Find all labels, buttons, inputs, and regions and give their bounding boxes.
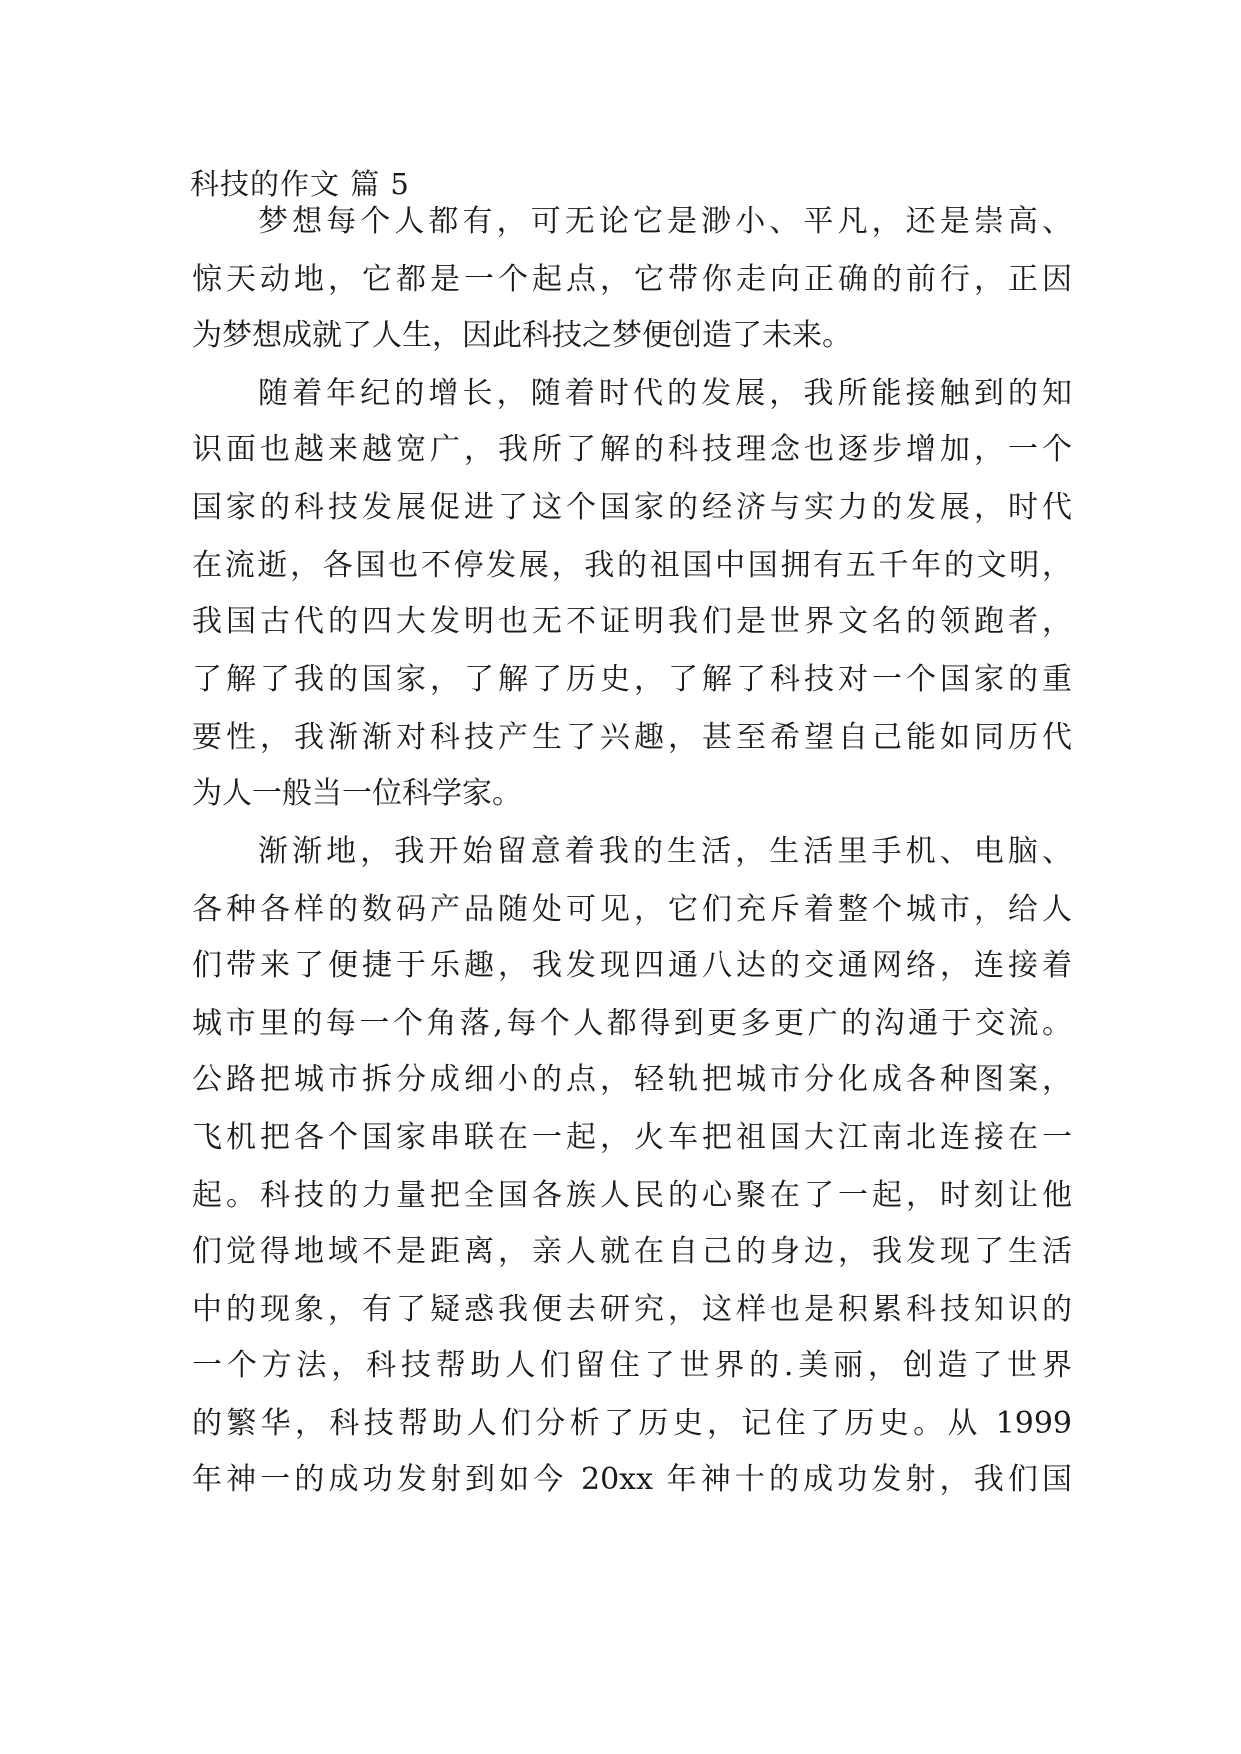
paragraph-2-line-4: 在流逝，各国也不停发展，我的祖国中国拥有五千年的文明， <box>192 548 1072 583</box>
paragraph-3-line-10: 一个方法，科技帮助人们留住了世界的.美丽，创造了世界 <box>192 1348 1072 1383</box>
paragraph-3-line-6: 飞机把各个国家串联在一起，火车把祖国大江南北连接在一 <box>192 1120 1072 1155</box>
paragraph-2-line-6: 了解了我的国家，了解了历史，了解了科技对一个国家的重 <box>192 662 1072 697</box>
paragraph-1-line-3: 为梦想成就了人生，因此科技之梦便创造了未来。 <box>192 318 852 353</box>
paragraph-2-line-7: 要性，我渐渐对科技产生了兴趣，甚至希望自己能如同历代 <box>192 720 1072 755</box>
paragraph-3-line-9: 中的现象，有了疑惑我便去研究，这样也是积累科技知识的 <box>192 1292 1072 1327</box>
paragraph-3-line-7: 起。科技的力量把全国各族人民的心聚在了一起，时刻让他 <box>192 1178 1072 1213</box>
paragraph-3-line-5: 公路把城市拆分成细小的点，轻轨把城市分化成各种图案， <box>192 1062 1072 1097</box>
paragraph-2-line-1: 随着年纪的增长，随着时代的发展，我所能接触到的知 <box>258 376 1072 411</box>
paragraph-3-line-8: 们觉得地域不是距离，亲人就在自己的身边，我发现了生活 <box>192 1234 1072 1269</box>
paragraph-1-line-2: 惊天动地，它都是一个起点，它带你走向正确的前行，正因 <box>192 262 1072 297</box>
paragraph-3-line-1: 渐渐地，我开始留意着我的生活，生活里手机、电脑、 <box>258 834 1072 869</box>
paragraph-2-line-8: 为人一般当一位科学家。 <box>192 776 522 811</box>
paragraph-3-line-3: 们带来了便捷于乐趣，我发现四通八达的交通网络，连接着 <box>192 948 1072 983</box>
paragraph-2-line-3: 国家的科技发展促进了这个国家的经济与实力的发展，时代 <box>192 490 1072 525</box>
paragraph-2-line-2: 识面也越来越宽广，我所了解的科技理念也逐步增加，一个 <box>192 432 1072 467</box>
paragraph-3-line-4: 城市里的每一个角落,每个人都得到更多更广的沟通于交流。 <box>192 1006 1072 1041</box>
paragraph-3-line-12: 年神一的成功发射到如今 20xx 年神十的成功发射，我们国 <box>192 1462 1072 1497</box>
paragraph-3-line-2: 各种各样的数码产品随处可见，它们充斥着整个城市，给人 <box>192 892 1072 927</box>
paragraph-1-line-1: 梦想每个人都有，可无论它是渺小、平凡，还是崇高、 <box>258 204 1072 239</box>
document-title: 科技的作文 篇 5 <box>190 167 410 201</box>
paragraph-3-line-11: 的繁华，科技帮助人们分析了历史，记住了历史。从 1999 <box>192 1406 1072 1441</box>
paragraph-2-line-5: 我国古代的四大发明也无不证明我们是世界文名的领跑者， <box>192 604 1072 639</box>
